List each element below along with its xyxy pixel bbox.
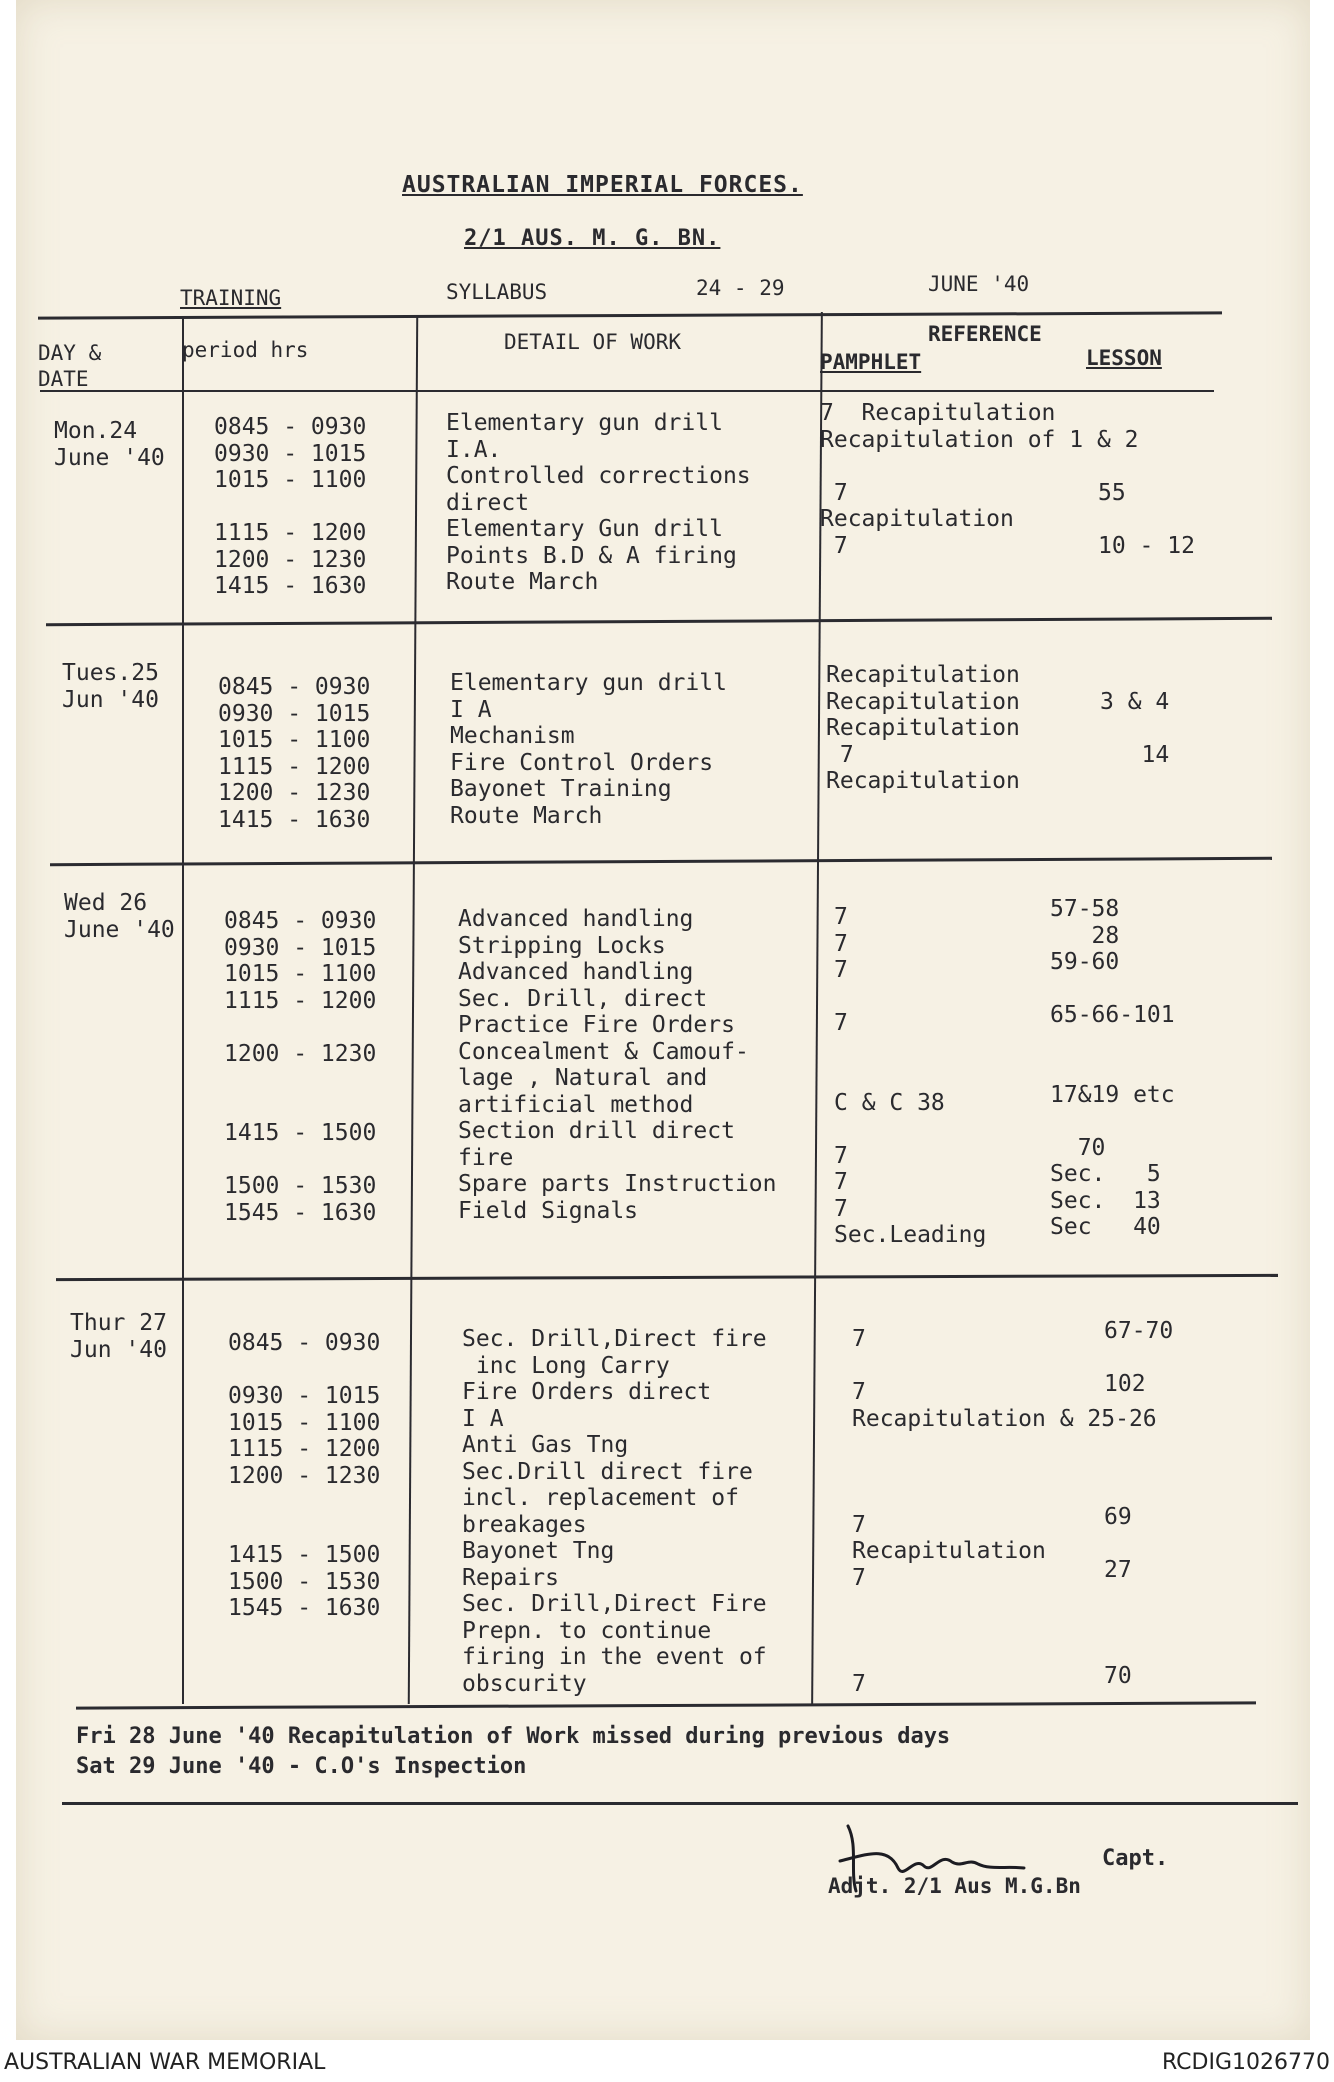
- column-header-day-date: DAY & DATE: [38, 341, 102, 391]
- column-header-reference: REFERENCE: [928, 322, 1042, 346]
- signature-title: Adjt. 2/1 Aus M.G.Bn: [828, 1874, 1081, 1898]
- note-friday: Fri 28 June '40 Recapitulation of Work missed during previous days: [76, 1724, 951, 1749]
- lesson-tue: 3 & 4 14: [1100, 688, 1170, 768]
- column-rule-day: [182, 316, 184, 1704]
- row-divider-mon: [46, 617, 1272, 626]
- hours-thu: 0845 - 0930 0930 - 1015 1015 - 1100 1115 - 1200 1200 - 1230 1415 - 1500 1500 - 1530 1545 - 1630: [228, 1330, 381, 1621]
- day-date-tue: Tues.25 Jun '40: [62, 660, 159, 713]
- syllabus-label: SYLLABUS: [446, 280, 548, 304]
- footer-id: RCDIG1026770: [1161, 2050, 1330, 2075]
- pamphlet-wed: 7 7 7 7 C & C 38 7 7 7 Sec.Leading: [834, 904, 987, 1248]
- column-header-pamphlet: PAMPHLET: [820, 350, 922, 374]
- unit-name: 2/1 AUS. M. G. BN.: [464, 226, 721, 251]
- row-divider-tue: [50, 857, 1272, 866]
- syllabus-dates: 24 - 29: [696, 276, 785, 300]
- table-bottom-rule: [76, 1701, 1256, 1709]
- row-divider-wed: [56, 1274, 1278, 1281]
- column-header-period: period hrs: [182, 338, 309, 362]
- lesson-mon: 55 10 - 12: [1098, 479, 1195, 559]
- column-header-rule: [40, 390, 1214, 392]
- column-rule-period: [408, 316, 418, 1704]
- training-label: TRAINING: [180, 286, 282, 310]
- hours-mon: 0845 - 0930 0930 - 1015 1015 - 1100 1115 - 1200 1200 - 1230 1415 - 1630: [214, 414, 367, 599]
- day-date-thu: Thur 27 Jun '40: [70, 1310, 167, 1363]
- work-tue: Elementary gun drill I A Mechanism Fire Control Orders Bayonet Training Route March: [450, 670, 727, 829]
- document-title: AUSTRALIAN IMPERIAL FORCES.: [402, 172, 803, 198]
- work-mon: Elementary gun drill I.A. Controlled corrections direct Elementary Gun drill Points B.D & A firing Route March: [446, 410, 751, 595]
- note-saturday: Sat 29 June '40 - C.O's Inspection: [76, 1754, 527, 1779]
- work-wed: Advanced handling Stripping Locks Advanced handling Sec. Drill, direct Practice Fire Orders Concealment & Camouf- lage , Natural and artificial method Section drill direct fire Spare parts Instruction Field Signals: [458, 906, 777, 1224]
- lesson-thu: 67-70 102 69 27 70: [1104, 1318, 1174, 1689]
- footer-source: AUSTRALIAN WAR MEMORIAL: [4, 2050, 326, 2075]
- hours-tue: 0845 - 0930 0930 - 1015 1015 - 1100 1115 - 1200 1200 - 1230 1415 - 1630: [218, 674, 371, 833]
- header-rule: [38, 311, 1222, 319]
- pamphlet-thu: 7 7 Recapitulation & 25-26 7 Recapitulation 7 7: [852, 1326, 1157, 1697]
- column-header-lesson: LESSON: [1086, 346, 1162, 370]
- lesson-wed: 57-58 28 59-60 65-66-101 17&19 etc 70 Sec. 5 Sec. 13 Sec 40: [1050, 896, 1175, 1240]
- syllabus-month: JUNE '40: [928, 272, 1030, 296]
- signature-rank: Capt.: [1102, 1846, 1169, 1871]
- notes-bottom-rule: [62, 1802, 1298, 1805]
- day-date-wed: Wed 26 June '40: [64, 890, 175, 943]
- work-thu: Sec. Drill,Direct fire inc Long Carry Fire Orders direct I A Anti Gas Tng Sec.Drill direct fire incl. replacement of breakages Bayonet Tng Repairs Sec. Drill,Direct Fire Prepn. to continue firing in the event of obscurity: [462, 1326, 767, 1697]
- column-header-detail: DETAIL OF WORK: [504, 330, 682, 354]
- day-date-mon: Mon.24 June '40: [54, 418, 165, 471]
- pamphlet-mon: 7 Recapitulation Recapitulation of 1 & 2 7 Recapitulation 7: [820, 400, 1139, 559]
- document-page: [16, 0, 1310, 2040]
- hours-wed: 0845 - 0930 0930 - 1015 1015 - 1100 1115 - 1200 1200 - 1230 1415 - 1500 1500 - 1530 1545 - 1630: [224, 908, 377, 1226]
- pamphlet-tue: Recapitulation Recapitulation Recapitulation 7 Recapitulation: [826, 662, 1020, 794]
